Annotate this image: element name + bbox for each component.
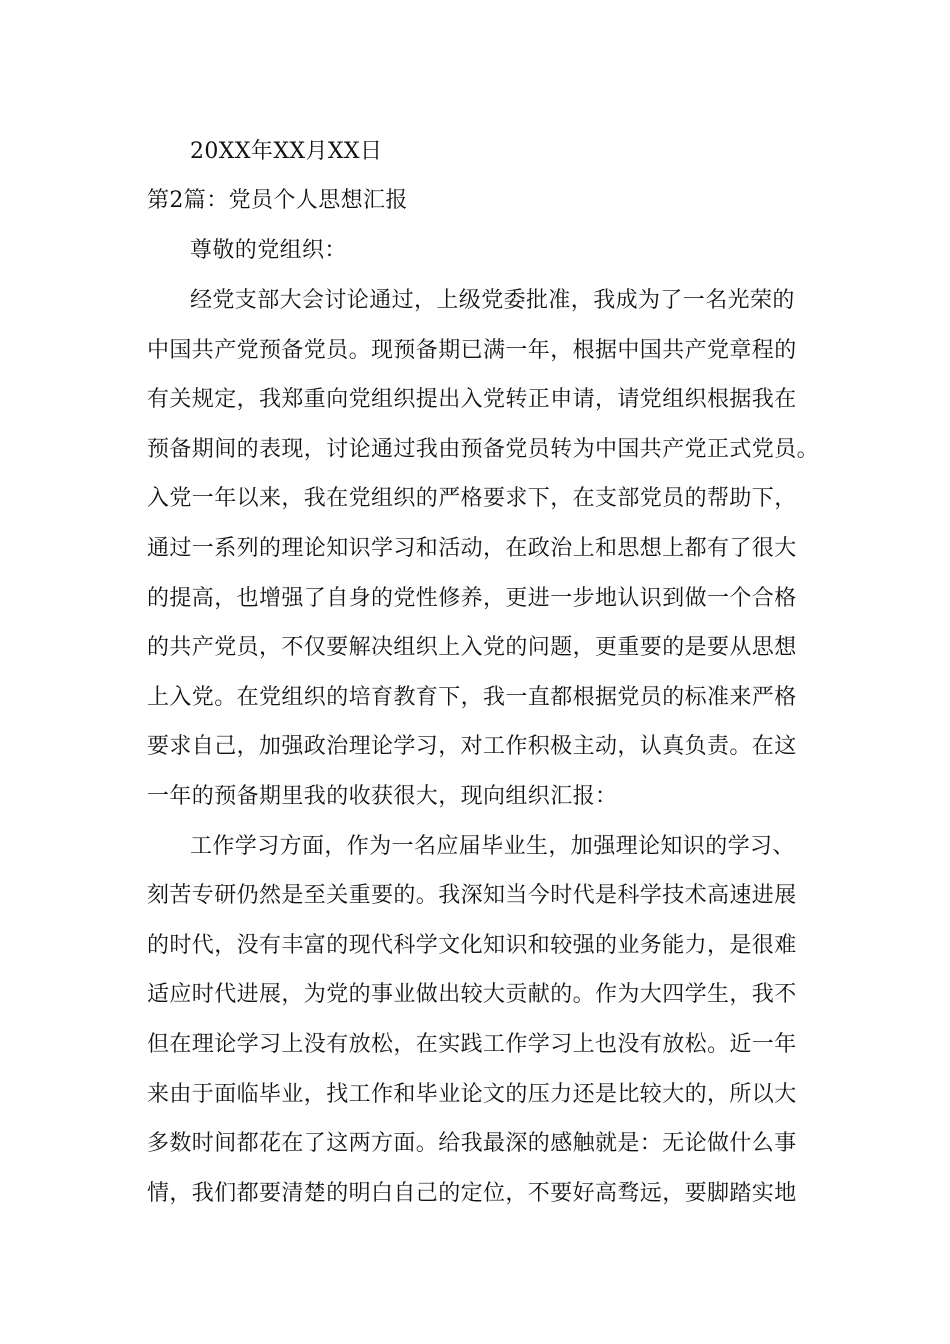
paragraph1-line: 一年的预备期里我的收获很大，现向组织汇报：: [147, 784, 618, 809]
paragraph1-line: 的提高，也增强了自身的党性修养，更进一步地认识到做一个合格: [147, 586, 797, 611]
paragraph2-line: 适应时代进展，为党的事业做出较大贡献的。作为大四学生，我不: [147, 982, 797, 1007]
paragraph1-line: 要求自己，加强政治理论学习，对工作积极主动，认真负责。在这: [147, 734, 797, 759]
paragraph2-line: 但在理论学习上没有放松，在实践工作学习上也没有放松。近一年: [147, 1032, 797, 1057]
salutation: 尊敬的党组织：: [190, 238, 347, 263]
paragraph1-line: 的共产党员，不仅要解决组织上入党的问题，更重要的是要从思想: [147, 635, 797, 660]
paragraph1-line: 预备期间的表现，讨论通过我由预备党员转为中国共产党正式党员。: [147, 437, 820, 462]
paragraph1-line: 入党一年以来，我在党组织的严格要求下，在支部党员的帮助下，: [147, 486, 797, 511]
paragraph1-line: 中国共产党预备党员。现预备期已满一年，根据中国共产党章程的: [147, 338, 797, 363]
section-title: 第2篇：党员个人思想汇报: [147, 188, 408, 213]
paragraph1-line: 通过一系列的理论知识学习和活动，在政治上和思想上都有了很大: [147, 536, 797, 561]
paragraph2-line: 的时代，没有丰富的现代科学文化知识和较强的业务能力，是很难: [147, 933, 797, 958]
paragraph2-line: 刻苦专研仍然是至关重要的。我深知当今时代是科学技术高速进展: [147, 883, 797, 908]
date-line: 20XX年XX月XX日: [190, 139, 383, 164]
paragraph2-line: 来由于面临毕业，找工作和毕业论文的压力还是比较大的，所以大: [147, 1082, 797, 1107]
paragraph2-line: 情，我们都要清楚的明白自己的定位，不要好高骛远，要脚踏实地: [147, 1181, 797, 1206]
paragraph1-line: 上入党。在党组织的培育教育下，我一直都根据党员的标准来严格: [147, 685, 797, 710]
paragraph1-line: 有关规定，我郑重向党组织提出入党转正申请，请党组织根据我在: [147, 387, 797, 412]
paragraph2-line: 工作学习方面，作为一名应届毕业生，加强理论知识的学习、: [190, 834, 795, 859]
paragraph2-line: 多数时间都花在了这两方面。给我最深的感触就是：无论做什么事: [147, 1131, 797, 1156]
paragraph1-line: 经党支部大会讨论通过，上级党委批准，我成为了一名光荣的: [190, 288, 795, 313]
